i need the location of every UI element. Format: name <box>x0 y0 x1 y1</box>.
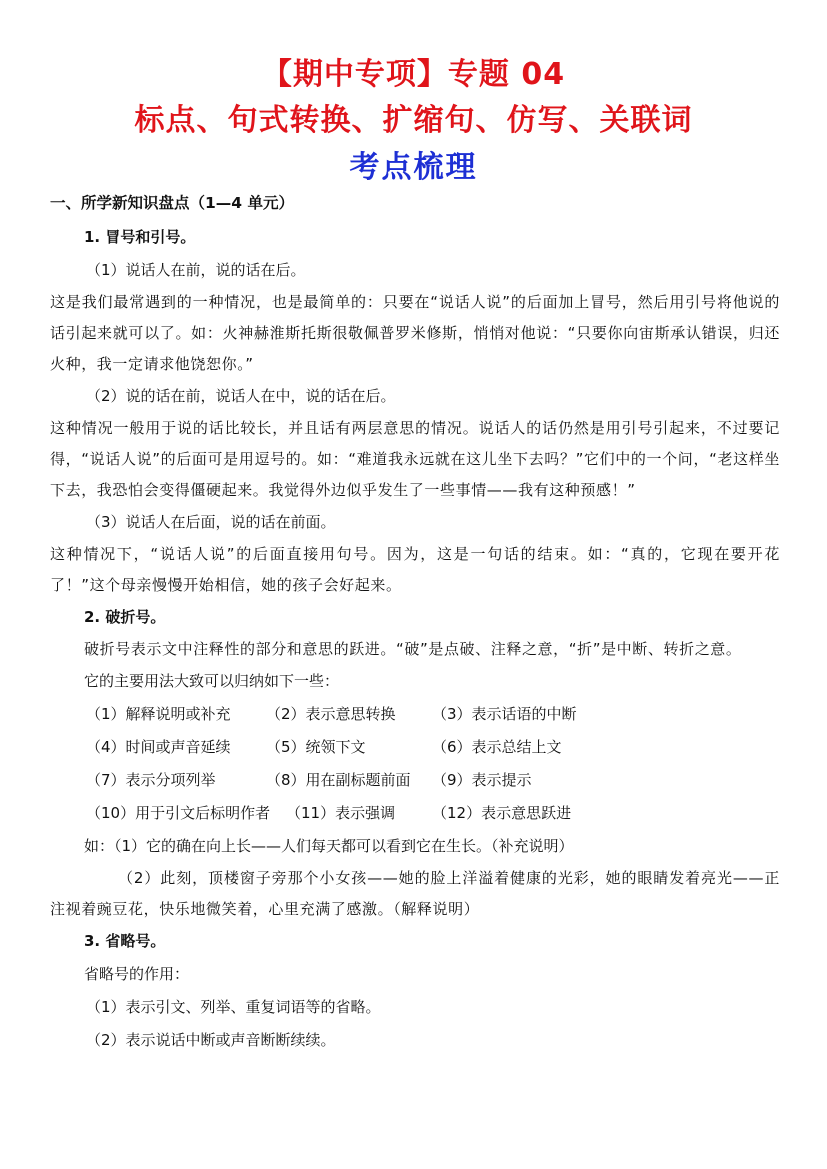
quotes-case1-text: 这是我们最常遇到的一种情况，也是最简单的：只要在“说话人说”的后面加上冒号，然后用引号将他说的话引起来就可以了。如：火神赫淮斯托斯很敬佩普罗米修斯，悄悄对他说：“只要你向宙斯承认错误，归还火种，我一定请求他饶恕你。” <box>50 293 780 373</box>
quotes-heading: 1. 冒号和引号。 <box>84 228 196 246</box>
ellipsis-item: （2）表示说话中断或声音断断续续。 <box>86 1031 336 1049</box>
doc-title: 【期中专项】专题 04 <box>261 57 566 92</box>
dash-usage-item: （1）解释说明或补充 <box>86 705 231 723</box>
quotes-case2-label: （2）说的话在前，说话人在中，说的话在后。 <box>86 387 396 405</box>
dash-usage-item: （9）表示提示 <box>432 771 532 789</box>
ellipsis-item: （1）表示引文、列举、重复词语等的省略。 <box>86 998 381 1016</box>
dash-usage-item: （3）表示话语的中断 <box>432 705 577 723</box>
dash-usage-row <box>50 698 780 731</box>
title-block <box>0 52 827 192</box>
dash-usage-row <box>50 764 780 797</box>
ellipsis-intro: 省略号的作用： <box>84 965 190 983</box>
dash-usage-item: （6）表示总结上文 <box>432 738 562 756</box>
document-body <box>50 185 780 1057</box>
dash-usage-item: （10）用于引文后标明作者 <box>86 804 271 822</box>
dash-usage-item: （4）时间或声音延续 <box>86 738 231 756</box>
dash-usage-item: （8）用在副标题前面 <box>266 771 411 789</box>
dash-usage-item: （5）统领下文 <box>266 738 366 756</box>
ellipsis-heading: 3. 省略号。 <box>84 932 166 950</box>
section-heading: 一、所学新知识盘点（1—4 单元） <box>50 194 294 212</box>
dash-usage-row <box>50 797 780 830</box>
dash-usage-item: （7）表示分项列举 <box>86 771 216 789</box>
dash-usage-intro: 它的主要用法大致可以归纳如下一些： <box>84 672 340 690</box>
quotes-case3-text: 这种情况下，“说话人说”的后面直接用句号。因为，这是一句话的结束。如：“真的，它现在要开花了！”这个母亲慢慢开始相信，她的孩子会好起来。 <box>50 545 780 594</box>
dash-usage-item: （11）表示强调 <box>286 804 396 822</box>
doc-subtitle: 标点、句式转换、扩缩句、仿写、关联词 <box>134 103 693 138</box>
dash-intro: 破折号表示文中注释性的部分和意思的跃进。“破”是点破、注释之意，“折”是中断、转折之意。 <box>84 640 742 658</box>
doc-section-title: 考点梳理 <box>349 150 478 185</box>
dash-example-2: （2）此刻，顶楼窗子旁那个小女孩——她的脸上洋溢着健康的光彩，她的眼睛发着亮光——正注视着豌豆花，快乐地微笑着，心里充满了感激。（解释说明） <box>50 869 780 918</box>
dash-heading: 2. 破折号。 <box>84 608 166 626</box>
dash-usage-item: （2）表示意思转换 <box>266 705 396 723</box>
quotes-case3-label: （3）说话人在后面，说的话在前面。 <box>86 513 336 531</box>
dash-usage-item: （12）表示意思跃进 <box>432 804 572 822</box>
dash-usage-row <box>50 731 780 764</box>
quotes-case1-label: （1）说话人在前，说的话在后。 <box>86 261 306 279</box>
dash-example-1: 如：（1）它的确在向上长——人们每天都可以看到它在生长。（补充说明） <box>84 837 574 855</box>
quotes-case2-text: 这种情况一般用于说的话比较长，并且话有两层意思的情况。说话人的话仍然是用引号引起来，不过要记得，“说话人说”的后面可是用逗号的。如：“难道我永远就在这儿坐下去吗？”它们中的一个问，“老这样坐下去，我恐怕会变得僵硬起来。我觉得外边似乎发生了一些事情——我有这种预感！” <box>50 419 780 499</box>
